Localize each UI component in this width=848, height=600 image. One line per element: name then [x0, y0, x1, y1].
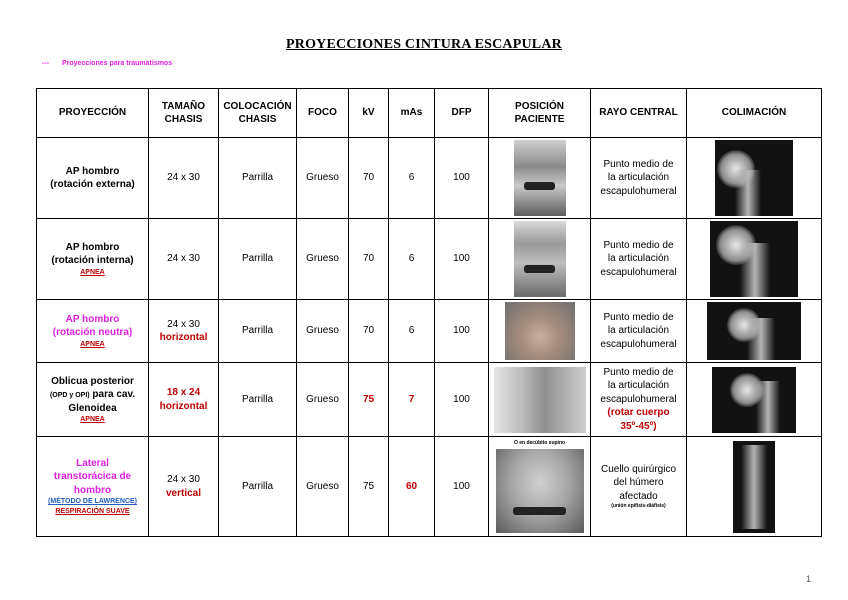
header-colimacion: COLIMACIÓN	[687, 89, 822, 138]
rayo-line: Punto medio de	[603, 311, 674, 323]
cell-proyeccion	[37, 437, 149, 537]
rayo-line: la articulación	[607, 325, 670, 337]
cell-rayo	[591, 363, 687, 437]
rayo-line: escapulohumeral	[600, 338, 677, 350]
proyeccion-line: AP hombro	[65, 313, 120, 325]
legend	[42, 60, 172, 67]
rayo-note: (rotar cuerpo	[607, 407, 670, 419]
proyeccion-line: AP hombro	[65, 241, 120, 253]
cell-mas: 7	[389, 363, 435, 437]
rayo-note: 35º-45º)	[620, 420, 657, 432]
breathing-tag: RESPIRACIÓN SUAVE	[55, 507, 130, 515]
cell-foco: Grueso	[297, 437, 349, 537]
rayo-line: Punto medio de	[603, 366, 674, 378]
cell-colocacion: Parrilla	[219, 437, 297, 537]
method-tag: (MÉTODO DE LAWRENCE)	[48, 498, 137, 506]
projections-table	[36, 88, 822, 537]
rayo-line: Punto medio de	[603, 158, 674, 170]
rayo-line: escapulohumeral	[600, 266, 677, 278]
rayo-line: afectado	[619, 490, 658, 502]
header-row	[37, 89, 822, 138]
patient-photo	[505, 302, 575, 360]
cell-dfp: 100	[435, 219, 489, 300]
xray-image	[707, 302, 801, 360]
proyeccion-detail: (OPD y OPI)	[49, 392, 90, 400]
patient-photo	[496, 449, 584, 533]
page-number: 1	[805, 574, 811, 584]
proyeccion-line: Lateral	[76, 457, 109, 469]
cell-proyeccion	[37, 219, 149, 300]
rayo-line: del húmero	[613, 477, 664, 489]
patient-photo	[514, 140, 566, 216]
cell-colocacion: Parrilla	[219, 363, 297, 437]
rayo-line: Punto medio de	[603, 239, 674, 251]
cell-posicion	[489, 363, 591, 437]
cell-colimacion	[687, 300, 822, 363]
cell-tamano: 24 x 30	[149, 138, 219, 219]
proyeccion-line: Oblicua posterior	[51, 375, 134, 387]
cell-dfp: 100	[435, 437, 489, 537]
legend-marker: ---	[42, 60, 49, 67]
patient-photo	[514, 221, 566, 297]
cell-rayo	[591, 138, 687, 219]
proyeccion-line: hombro	[73, 484, 112, 496]
xray-image	[733, 441, 775, 533]
cell-posicion	[489, 219, 591, 300]
cell-colimacion	[687, 437, 822, 537]
document-title: PROYECCIONES CINTURA ESCAPULAR	[286, 37, 562, 52]
cell-kv: 70	[349, 300, 389, 363]
header-dfp: DFP	[435, 89, 489, 138]
cell-posicion	[489, 437, 591, 537]
rayo-line: la articulación	[607, 380, 670, 392]
cell-dfp: 100	[435, 138, 489, 219]
cell-dfp: 100	[435, 363, 489, 437]
cell-tamano: 24 x 30	[149, 219, 219, 300]
header-mas: mAs	[389, 89, 435, 138]
cell-colimacion	[687, 363, 822, 437]
cell-tamano	[149, 300, 219, 363]
cell-posicion	[489, 138, 591, 219]
header-foco: FOCO	[297, 89, 349, 138]
cell-kv: 75	[349, 437, 389, 537]
cell-colocacion: Parrilla	[219, 138, 297, 219]
tamano-line: 24 x 30	[167, 474, 200, 485]
cell-kv: 70	[349, 138, 389, 219]
cell-foco: Grueso	[297, 219, 349, 300]
header-tamano	[149, 89, 219, 138]
position-caption: O en decúbito supino	[513, 440, 566, 447]
xray-image	[712, 367, 796, 433]
cell-dfp: 100	[435, 300, 489, 363]
xray-image	[710, 221, 798, 297]
cell-proyeccion	[37, 138, 149, 219]
rayo-line: escapulohumeral	[600, 393, 677, 405]
header-proyeccion: PROYECCIÓN	[37, 89, 149, 138]
cell-proyeccion	[37, 363, 149, 437]
cell-foco: Grueso	[297, 138, 349, 219]
tamano-line: 24 x 30	[167, 318, 200, 330]
apnea-tag: APNEA	[80, 416, 105, 424]
table-row	[37, 363, 822, 437]
cell-rayo	[591, 437, 687, 537]
cell-tamano	[149, 437, 219, 537]
cell-proyeccion	[37, 300, 149, 363]
cell-colimacion	[687, 219, 822, 300]
apnea-tag: APNEA	[80, 340, 105, 348]
patient-photo	[494, 367, 586, 433]
tamano-orientation: horizontal	[159, 400, 208, 412]
proyeccion-line: para cav.	[92, 389, 136, 401]
header-kv: kV	[349, 89, 389, 138]
cell-kv: 75	[349, 363, 389, 437]
rayo-line: Cuello quirúrgico	[600, 463, 677, 475]
cell-kv: 70	[349, 219, 389, 300]
rayo-note: (unión epífisis-diáfisis)	[611, 503, 666, 510]
cell-foco: Grueso	[297, 300, 349, 363]
proyeccion-line: Glenoidea	[68, 402, 117, 414]
cell-colimacion	[687, 138, 822, 219]
rayo-line: escapulohumeral	[600, 185, 677, 197]
legend-text: Proyecciones para traumatismos	[62, 60, 173, 67]
table-row	[37, 219, 822, 300]
proyeccion-line: (rotación externa)	[50, 179, 135, 190]
apnea-tag: APNEA	[80, 268, 105, 276]
cell-mas: 60	[389, 437, 435, 537]
tamano-orientation: horizontal	[159, 332, 208, 343]
cell-mas: 6	[389, 219, 435, 300]
cell-rayo	[591, 300, 687, 363]
cell-colocacion: Parrilla	[219, 219, 297, 300]
proyeccion-line: (rotación interna)	[51, 255, 134, 267]
cell-mas: 6	[389, 138, 435, 219]
proyeccion-line: transtorácica de	[53, 471, 132, 483]
tamano-line: 18 x 24	[166, 387, 201, 398]
header-colocacion: COLOCACIÓN CHASIS	[219, 89, 297, 138]
table-row	[37, 437, 822, 537]
header-tamano-text: TAMAÑO CHASIS	[161, 100, 206, 125]
tamano-orientation: vertical	[165, 487, 202, 499]
proyeccion-line: AP hombro	[65, 165, 120, 177]
table-row	[37, 138, 822, 219]
header-rayo: RAYO CENTRAL	[591, 89, 687, 138]
xray-image	[715, 140, 793, 216]
rayo-line: la articulación	[607, 253, 670, 265]
header-posicion: POSICIÓN PACIENTE	[489, 89, 591, 138]
proyeccion-line: (rotación neutra)	[52, 327, 133, 339]
cell-tamano	[149, 363, 219, 437]
cell-mas: 6	[389, 300, 435, 363]
cell-rayo	[591, 219, 687, 300]
table-row	[37, 300, 822, 363]
cell-colocacion: Parrilla	[219, 300, 297, 363]
rayo-line: la articulación	[607, 172, 670, 184]
cell-foco: Grueso	[297, 363, 349, 437]
cell-posicion	[489, 300, 591, 363]
